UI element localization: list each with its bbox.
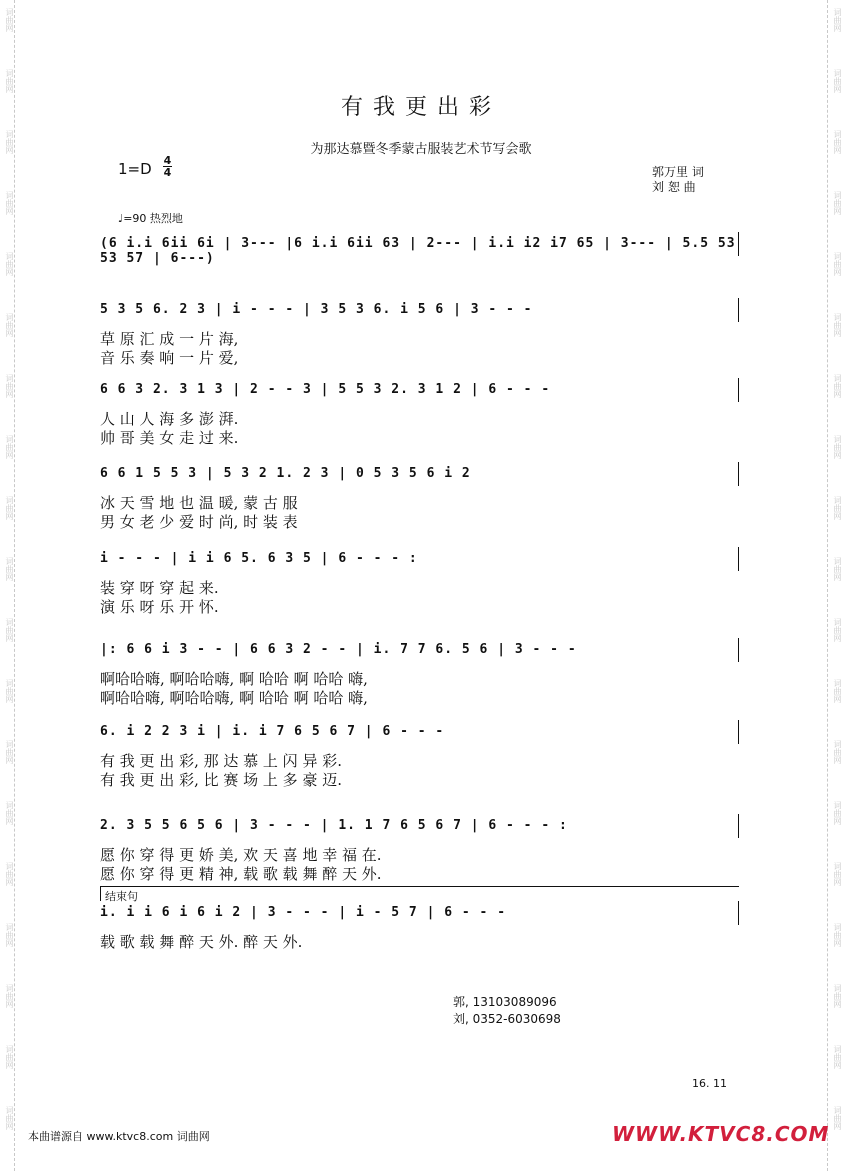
watermark-text: 词曲网 (5, 923, 14, 947)
song-subtitle: 为那达慕暨冬季蒙古服装艺术节写会歌 (310, 142, 532, 157)
notation-line: |: 6 6 i 3 - - | 6 6 3 2 - - | i. 7 7 6. 5 6 | 3 - - - (100, 642, 577, 657)
watermark-text: 词曲网 (833, 984, 842, 1008)
watermark-text: 词曲网 (5, 374, 14, 398)
lyric-line: 啊哈哈嗨, 啊哈哈嗨, 啊 哈哈 啊 哈哈 嗨, (100, 670, 368, 688)
bar-line (738, 298, 739, 322)
notation-line: 6 6 3 2. 3 1 3 | 2 - - 3 | 5 5 3 2. 3 1 2 | 6 - - - (100, 382, 551, 397)
lyric-line: 人 山 人 海 多 澎 湃. (100, 410, 239, 428)
watermark-text: 词曲网 (833, 557, 842, 581)
lyric-line: 啊哈哈嗨, 啊哈哈嗨, 啊 哈哈 啊 哈哈 嗨, (100, 689, 368, 707)
watermark-text: 词曲网 (5, 740, 14, 764)
ending-label: 结束句 (105, 890, 138, 903)
watermark-text: 词曲网 (833, 801, 842, 825)
lyric-line: 愿 你 穿 得 更 精 神, 载 歌 载 舞 醉 天 外. (100, 865, 382, 883)
tempo-marking: ♩=90 热烈地 (118, 212, 183, 225)
bar-line (738, 232, 739, 256)
time-signature-top: 4 (163, 154, 172, 167)
watermark-text: 词曲网 (833, 374, 842, 398)
watermark-text: 词曲网 (5, 130, 14, 154)
lyric-line: 男 女 老 少 爱 时 尚, 时 装 表 (100, 513, 298, 531)
watermark-text: 词曲网 (5, 496, 14, 520)
notation-line: 6. i 2 2 3 i | i. i 7 6 5 6 7 | 6 - - - (100, 724, 445, 739)
lyric-line: 演 乐 呀 乐 开 怀. (100, 598, 219, 616)
key-signature: 1=D (118, 160, 152, 178)
watermark-text: 词曲网 (833, 679, 842, 703)
watermark-text: 词曲网 (5, 984, 14, 1008)
watermark-text: 词曲网 (833, 923, 842, 947)
page-number: 16. 11 (692, 1077, 727, 1090)
bar-line (738, 814, 739, 838)
bar-line (738, 638, 739, 662)
lyric-line: 装 穿 呀 穿 起 来. (100, 579, 219, 597)
watermark-text: 词曲网 (833, 191, 842, 215)
watermark-text: 词曲网 (5, 801, 14, 825)
watermark-text: 词曲网 (5, 1106, 14, 1130)
notation-line: i - - - | i i 6 5. 6 3 5 | 6 - - - : (100, 551, 418, 566)
watermark-text: 词曲网 (833, 862, 842, 886)
lyric-line: 愿 你 穿 得 更 娇 美, 欢 天 喜 地 幸 福 在. (100, 846, 382, 864)
site-logo: WWW.KTVC8.COM (612, 1122, 830, 1146)
watermark-text: 词曲网 (833, 313, 842, 337)
watermark-text: 词曲网 (5, 435, 14, 459)
watermark-text: 词曲网 (5, 69, 14, 93)
lyric-line: 有 我 更 出 彩, 那 达 慕 上 闪 异 彩. (100, 752, 342, 770)
notation-line: i. i i 6 i 6 i 2 | 3 - - - | i - 5 7 | 6 - - - (100, 905, 507, 920)
watermark-text: 词曲网 (5, 679, 14, 703)
watermark-text: 词曲网 (5, 862, 14, 886)
footer-source: 本曲谱源自 www.ktvc8.com 词曲网 (28, 1130, 210, 1143)
watermark-text: 词曲网 (5, 557, 14, 581)
lyric-line: 冰 天 雪 地 也 温 暖, 蒙 古 服 (100, 494, 298, 512)
contact-line-2: 刘, 0352-6030698 (453, 1012, 561, 1026)
watermark-text: 词曲网 (5, 191, 14, 215)
notation-line: 2. 3 5 5 6 5 6 | 3 - - - | 1. 1 7 6 5 6 7 | 6 - - - : (100, 818, 568, 833)
watermark-text: 词曲网 (5, 8, 14, 32)
watermark-text: 词曲网 (833, 1106, 842, 1130)
watermark-text: 词曲网 (833, 69, 842, 93)
lyric-line: 草 原 汇 成 一 片 海, (100, 330, 239, 348)
time-signature (163, 155, 172, 178)
watermark-text: 词曲网 (5, 313, 14, 337)
composer-credit: 刘 恕 曲 (652, 180, 696, 194)
notation-line: 6 6 1 5 5 3 | 5 3 2 1. 2 3 | 0 5 3 5 6 i 2 (100, 466, 471, 481)
ending-bracket (100, 886, 739, 901)
bar-line (738, 720, 739, 744)
watermark-text: 词曲网 (833, 435, 842, 459)
bar-line (738, 547, 739, 571)
time-signature-bottom: 4 (163, 166, 172, 179)
song-title: 有我更出彩 (340, 95, 501, 120)
lyricist-credit: 郭万里 词 (652, 165, 704, 179)
lyric-line: 音 乐 奏 响 一 片 爱, (100, 349, 239, 367)
watermark-text: 词曲网 (833, 130, 842, 154)
watermark-text: 词曲网 (5, 618, 14, 642)
lyric-line: 载 歌 载 舞 醉 天 外. 醉 天 外. (100, 933, 303, 951)
watermark-text: 词曲网 (5, 1045, 14, 1069)
bar-line (738, 378, 739, 402)
lyric-line: 有 我 更 出 彩, 比 赛 场 上 多 豪 迈. (100, 771, 342, 789)
watermark-text: 词曲网 (833, 618, 842, 642)
watermark-text: 词曲网 (833, 1045, 842, 1069)
notation-line: 5 3 5 6. 2 3 | i - - - | 3 5 3 6. i 5 6 | 3 - - - (100, 302, 533, 317)
bar-line (738, 901, 739, 925)
lyric-line: 帅 哥 美 女 走 过 来. (100, 429, 239, 447)
notation-line: (6 i.i 6ii 6i | 3--- |6 i.i 6ii 63 | 2--- | i.i i2 i7 65 | 3--- | 5.5 53 53 57 | 6---) (100, 236, 736, 266)
watermark-text: 词曲网 (5, 252, 14, 276)
watermark-text: 词曲网 (833, 8, 842, 32)
bar-line (738, 462, 739, 486)
watermark-text: 词曲网 (833, 252, 842, 276)
watermark-text: 词曲网 (833, 496, 842, 520)
contact-line-1: 郭, 13103089096 (453, 995, 557, 1009)
watermark-text: 词曲网 (833, 740, 842, 764)
